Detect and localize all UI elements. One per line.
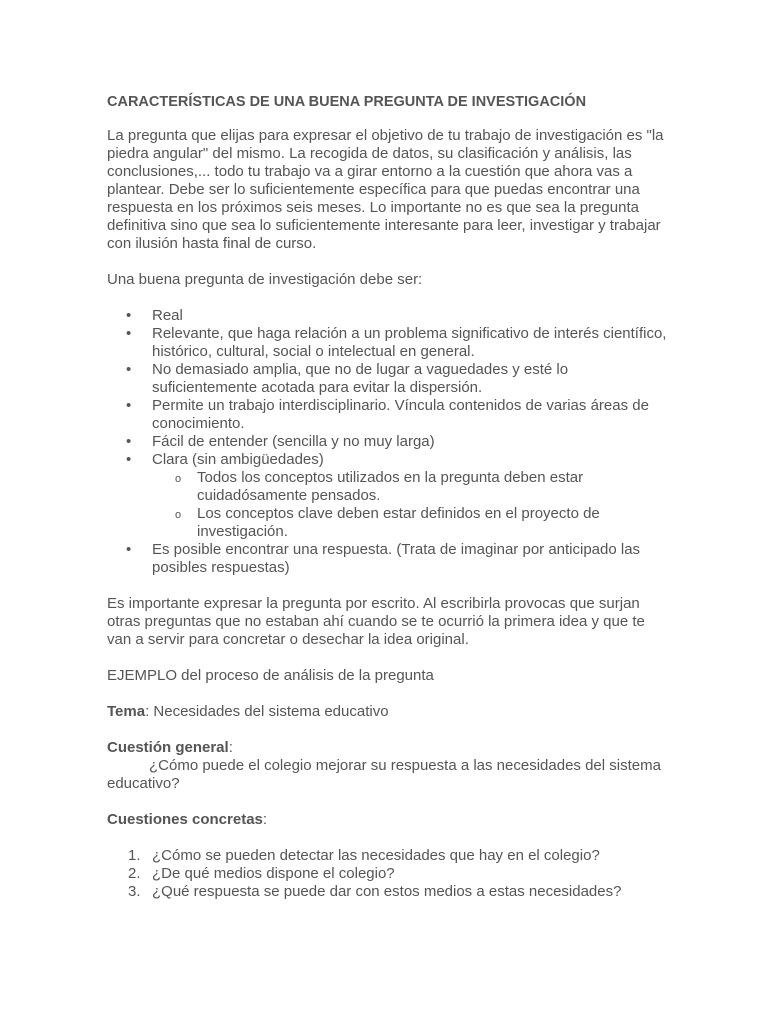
sub-list-item [152,505,667,541]
tema-label: Tema [107,703,146,720]
numbered-item [107,847,667,865]
item-text: ¿Cómo se pueden detectar las necesidades que hay en el colegio? [152,847,600,864]
bullet-icon: • [126,397,132,414]
cuestion-general-heading [107,739,667,757]
list-item [107,433,667,451]
document-page [107,93,667,901]
list-intro: Una buena pregunta de investigación debe ser: [107,271,423,288]
item-number: 2. [128,865,141,882]
item-text: ¿Qué respuesta se puede dar con estos medios a estas necesidades? [152,883,622,900]
cuestiones-concretas-heading [107,811,667,829]
list-item-text: Real [152,307,183,324]
list-item [107,451,667,541]
cuestion-general-text [107,757,667,793]
cuestion-general-value: ¿Cómo puede el colegio mejorar su respuesta a las necesidades del sistema educativo? [107,757,661,792]
cuestiones-concretas-label: Cuestiones concretas [107,811,263,828]
numbered-item [107,883,667,901]
list-item-text: Relevante, que haga relación a un problema significativo de interés científico, histórico, cultural, social o intelectual en general. [152,325,667,360]
list-item [107,361,667,397]
sub-list-item-text: Los conceptos clave deben estar definidos en el proyecto de investigación. [197,505,600,540]
list-item [107,397,667,433]
cuestion-general-separator: : [228,739,233,756]
circle-bullet-icon: o [175,473,182,485]
bullet-icon: • [126,307,132,324]
item-text: ¿De qué medios dispone el colegio? [152,865,395,882]
sub-list-item-text: Todos los conceptos utilizados en la pregunta deben estar cuidadósamente pensados. [197,469,584,504]
cuestion-general-label: Cuestión general [107,739,229,756]
bullet-icon: • [126,541,132,558]
circle-bullet-icon: o [175,509,182,521]
list-item-text: Fácil de entender (sencilla y no muy larga) [152,433,435,450]
list-item-text: No demasiado amplia, que no de lugar a vaguedades y esté lo suficientemente acotada para evitar la dispersión. [152,361,569,396]
example-heading: EJEMPLO del proceso de análisis de la pregunta [107,667,434,684]
bullet-icon: • [126,451,132,468]
list-item-text: Clara (sin ambigüedades) [152,451,324,468]
numbered-item [107,865,667,883]
list-item [107,307,667,325]
sub-list [152,469,667,541]
item-number: 3. [128,883,141,900]
tema-line [107,703,667,721]
bullet-icon: • [126,433,132,450]
bullet-icon: • [126,325,132,342]
list-item [107,325,667,361]
list-item [107,541,667,577]
bullet-icon: • [126,361,132,378]
cuestiones-concretas-separator: : [262,811,268,828]
item-number: 1. [128,847,141,864]
list-item-text: Es posible encontrar una respuesta. (Trata de imaginar por anticipado las posibles respuestas) [152,541,641,576]
importance-paragraph: Es importante expresar la pregunta por escrito. Al escribirla provocas que surjan otras preguntas que no estaban ahí cuando se te ocurrió la primera idea y que te van a servir para concretar o desechar la idea original. [107,595,645,648]
document-title: CARACTERÍSTICAS DE UNA BUENA PREGUNTA DE INVESTIGACIÓN [107,94,587,110]
tema-value: Necesidades del sistema educativo [149,703,389,720]
cuestiones-concretas-list [107,847,667,901]
characteristics-list [107,307,667,577]
list-item-text: Permite un trabajo interdisciplinario. Víncula contenidos de varias áreas de conocimiento. [152,397,649,432]
tema-separator: : [145,703,150,720]
intro-paragraph: La pregunta que elijas para expresar el objetivo de tu trabajo de investigación es "la piedra angular" del mismo. La recogida de datos, su clasificación y análisis, las conclusiones,... todo tu trabajo va a girar entorno a la cuestión que ahora vas a plantear. Debe ser lo suficientemente específica para que puedas encontrar una respuesta en los próximos seis meses. Lo importante no es que sea la pregunta definitiva sino que sea lo suficientemente interesante para leer, investigar y trabajar con ilusión hasta final de curso. [107,127,664,252]
sub-list-item [152,469,667,505]
